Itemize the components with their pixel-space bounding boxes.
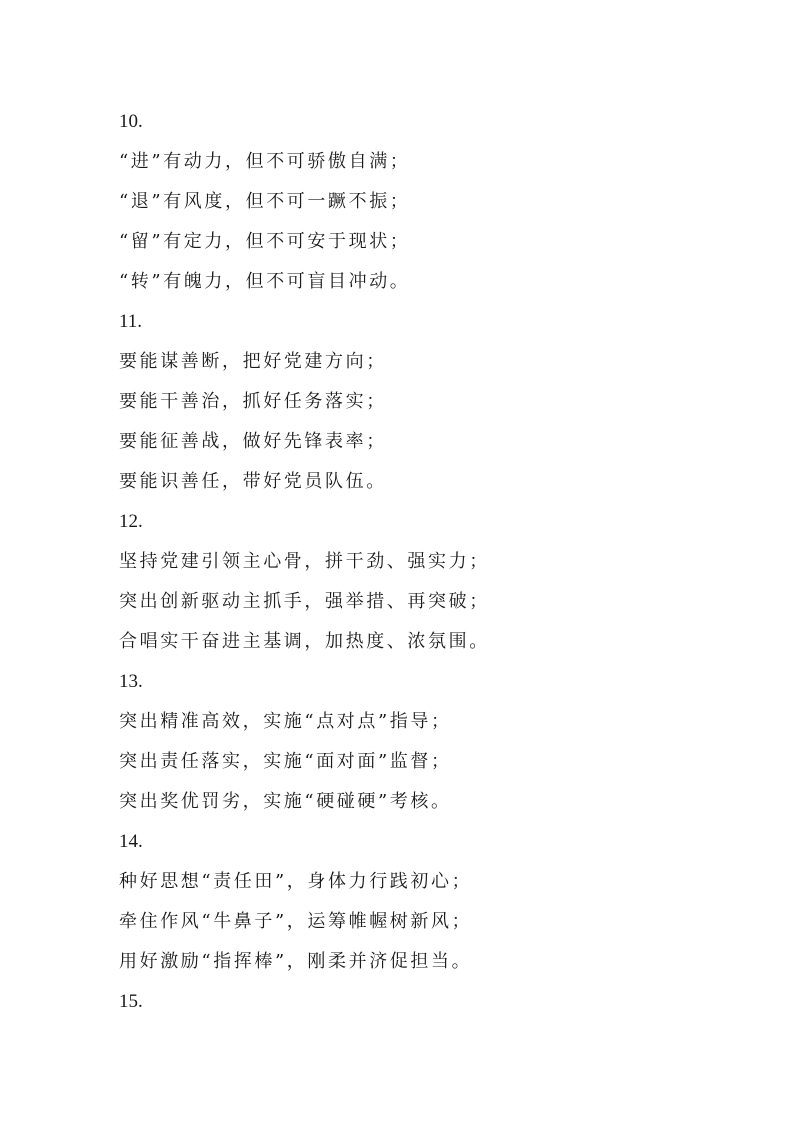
text-line: 要能识善任，带好党员队伍。 xyxy=(119,471,387,492)
text-line: “留”有定力，但不可安于现状； xyxy=(119,231,411,252)
text-line: 突出精准高效，实施“点对点”指导； xyxy=(119,711,452,732)
document-body xyxy=(119,106,679,1026)
text-line: 突出创新驱动主抓手，强举措、再突破； xyxy=(119,591,490,612)
text-line: 要能谋善断，把好党建方向； xyxy=(119,351,387,372)
section-number: 14. xyxy=(119,831,143,852)
text-line: 坚持党建引领主心骨，拼干劲、强实力； xyxy=(119,551,490,572)
text-line: 用好激励“指挥棒”，刚柔并济促担当。 xyxy=(119,951,473,972)
section-number: 15. xyxy=(119,991,143,1012)
text-line: 种好思想“责任田”，身体力行践初心； xyxy=(119,871,473,892)
text-line: 要能征善战，做好先锋表率； xyxy=(119,431,387,452)
text-line: “退”有风度，但不可一蹶不振； xyxy=(119,191,411,212)
section-number: 12. xyxy=(119,511,143,532)
section-number: 13. xyxy=(119,671,143,692)
text-line: “进”有动力，但不可骄傲自满； xyxy=(119,151,411,172)
text-line: 要能干善治，抓好任务落实； xyxy=(119,391,387,412)
text-line: 突出奖优罚劣，实施“硬碰硬”考核。 xyxy=(119,791,452,812)
text-line: 突出责任落实，实施“面对面”监督； xyxy=(119,751,452,772)
section-number: 10. xyxy=(119,111,143,132)
section-number: 11. xyxy=(119,311,143,332)
text-line: 合唱实干奋进主基调，加热度、浓氛围。 xyxy=(119,631,490,652)
text-line: “转”有魄力，但不可盲目冲动。 xyxy=(119,271,411,292)
text-line: 牵住作风“牛鼻子”，运筹帷幄树新风； xyxy=(119,911,473,932)
